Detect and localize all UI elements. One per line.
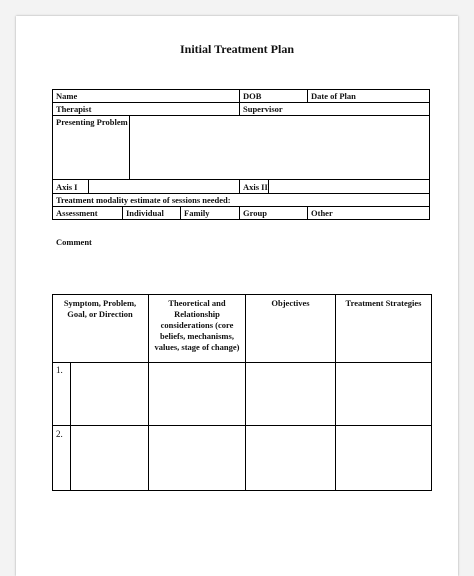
date-of-plan-label: Date of Plan — [311, 91, 356, 101]
group-label: Group — [243, 208, 267, 218]
plan-line — [335, 294, 336, 491]
form-line — [52, 193, 429, 194]
plan-line — [52, 362, 431, 363]
therapist-label: Therapist — [56, 104, 92, 114]
form-line — [52, 179, 429, 180]
row-number: 2. — [56, 429, 63, 439]
page-title: Initial Treatment Plan — [180, 42, 294, 56]
form-border-right — [429, 89, 430, 220]
form-border-bottom — [52, 219, 429, 220]
form-line — [268, 179, 269, 193]
plan-border-top — [52, 294, 431, 295]
plan-line — [245, 294, 246, 491]
presenting-problem-label: Presenting Problem — [56, 117, 128, 127]
axis1-label: Axis I — [56, 182, 78, 192]
dob-label: DOB — [243, 91, 262, 101]
plan-border-bottom — [52, 490, 431, 491]
form-line — [129, 115, 130, 179]
form-border-left — [52, 89, 53, 220]
form-line — [239, 89, 240, 115]
plan-border-right — [431, 294, 432, 491]
form-line — [239, 206, 240, 219]
form-border-top — [52, 89, 429, 90]
supervisor-label: Supervisor — [243, 104, 283, 114]
assessment-label: Assessment — [56, 208, 98, 218]
family-label: Family — [184, 208, 210, 218]
plan-line — [148, 294, 149, 491]
header-theoretical: Theoretical and Relationship considerations (core beliefs, mechanisms, values, stage of change) — [154, 298, 240, 352]
plan-line — [52, 425, 431, 426]
form-line — [239, 179, 240, 193]
form-line — [88, 179, 89, 193]
individual-label: Individual — [126, 208, 164, 218]
form-line — [52, 102, 429, 103]
other-label: Other — [311, 208, 333, 218]
header-symptom: Symptom, Problem, Goal, or Direction — [63, 298, 137, 319]
comment-label: Comment — [56, 237, 92, 247]
document-page — [16, 16, 458, 576]
form-line — [52, 206, 429, 207]
form-line — [52, 115, 429, 116]
treatment-modality-label: Treatment modality estimate of sessions needed: — [56, 195, 231, 205]
axis2-label: Axis II — [243, 182, 268, 192]
name-label: Name — [56, 91, 78, 101]
plan-border-left — [52, 294, 53, 491]
header-objectives: Objectives — [271, 298, 310, 308]
header-strategies: Treatment Strategies — [345, 298, 422, 308]
form-line — [180, 206, 181, 219]
form-line — [307, 89, 308, 102]
plan-line — [70, 362, 71, 491]
form-line — [122, 206, 123, 219]
row-number: 1. — [56, 365, 63, 375]
form-line — [307, 206, 308, 219]
